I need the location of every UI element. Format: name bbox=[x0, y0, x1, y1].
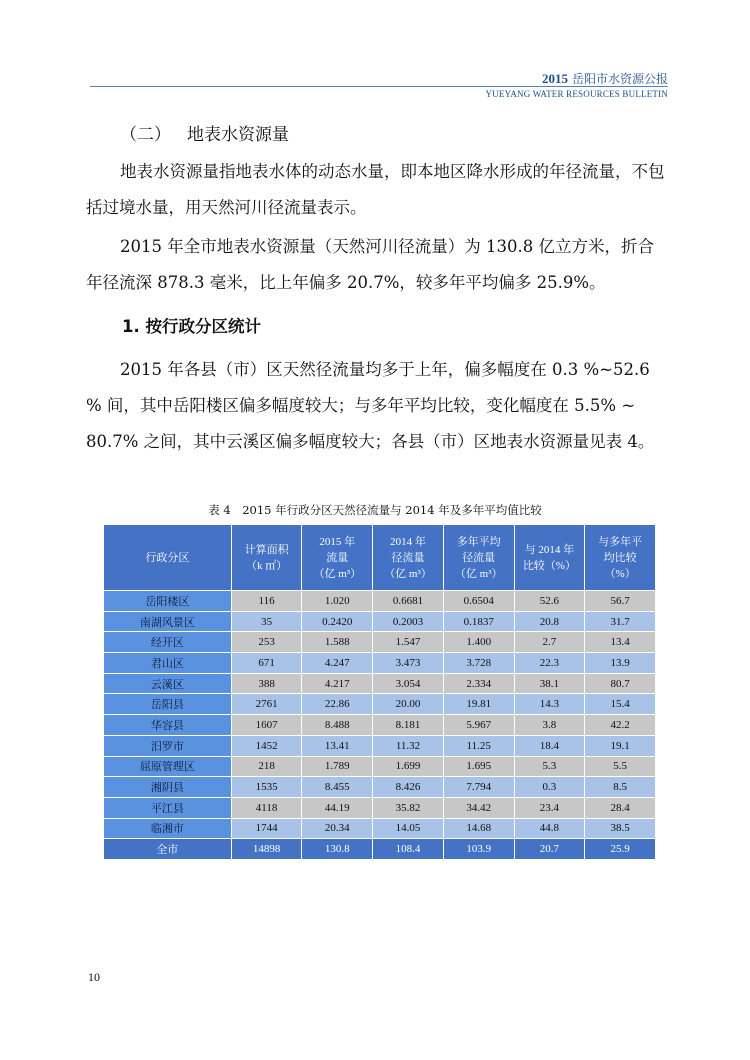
table-row bbox=[104, 735, 656, 756]
cell-compare-average: 28.4 bbox=[585, 797, 656, 818]
header-region: 行政分区 bbox=[104, 525, 232, 591]
cell-2015: 22.86 bbox=[302, 694, 373, 715]
cell-area: 4118 bbox=[231, 797, 302, 818]
cell-compare-average: 13.4 bbox=[585, 632, 656, 653]
header-2014 bbox=[373, 525, 444, 591]
cell-area: 1452 bbox=[231, 735, 302, 756]
cell-compare-2014: 0.3 bbox=[514, 777, 585, 798]
table-row bbox=[104, 611, 656, 632]
cell-area: 218 bbox=[231, 756, 302, 777]
cell-2014: 3.054 bbox=[373, 673, 444, 694]
header-line: 比较（%） bbox=[522, 559, 576, 572]
cell-area: 1535 bbox=[231, 777, 302, 798]
header-line: （亿 m³） bbox=[384, 567, 432, 580]
cell-2015: 1.588 bbox=[302, 632, 373, 653]
table-row bbox=[104, 715, 656, 736]
cell-compare-2014: 20.7 bbox=[514, 839, 585, 860]
cell-compare-2014: 14.3 bbox=[514, 694, 585, 715]
cell-region: 华容县 bbox=[104, 715, 232, 736]
cell-2015: 20.34 bbox=[302, 818, 373, 839]
header-year: 2015 bbox=[541, 71, 568, 86]
header-line: 与 2014 年 bbox=[524, 543, 575, 556]
cell-compare-2014: 20.8 bbox=[514, 611, 585, 632]
cell-region: 平江县 bbox=[104, 797, 232, 818]
section-heading bbox=[120, 120, 289, 145]
cell-compare-2014: 5.3 bbox=[514, 756, 585, 777]
cell-2014: 8.426 bbox=[373, 777, 444, 798]
header-2015 bbox=[302, 525, 373, 591]
cell-region: 经开区 bbox=[104, 632, 232, 653]
paragraph-definition bbox=[86, 154, 670, 226]
cell-2014: 0.6681 bbox=[373, 591, 444, 612]
header-area bbox=[231, 525, 302, 591]
cell-average: 2.334 bbox=[443, 673, 514, 694]
cell-2015: 130.8 bbox=[302, 839, 373, 860]
section-number: （二） bbox=[120, 125, 171, 145]
header-title-text: 岳阳市水资源公报 bbox=[571, 72, 668, 86]
table-row bbox=[104, 756, 656, 777]
cell-region: 君山区 bbox=[104, 653, 232, 674]
cell-region: 南湖风景区 bbox=[104, 611, 232, 632]
table-body bbox=[104, 591, 656, 860]
header-line: （亿 m³） bbox=[454, 567, 503, 580]
header-line: 流量 bbox=[326, 551, 349, 564]
cell-region: 临湘市 bbox=[104, 818, 232, 839]
paragraph-summary-text: 2015 年全市地表水资源量（天然河川径流量）为 130.8 亿立方米，折合年径流深 878.3 毫米，比上年偏多 20.7%，较多年平均偏多 25.9%。 bbox=[86, 237, 654, 292]
cell-average: 3.728 bbox=[443, 653, 514, 674]
cell-area: 1607 bbox=[231, 715, 302, 736]
cell-2015: 13.41 bbox=[302, 735, 373, 756]
cell-2015: 8.455 bbox=[302, 777, 373, 798]
cell-compare-2014: 38.1 bbox=[514, 673, 585, 694]
paragraph-county-stats-text: 2015 年各县（市）区天然径流量均多于上年，偏多幅度在 0.3 %~52.6 % 间，其中岳阳楼区偏多幅度较大；与多年平均比较，变化幅度在 5.5% ~ 80.7% 之间，其中云溪区偏多幅度较大；各县（市）区地表水资源量见表 4。 bbox=[86, 360, 655, 451]
table-header-row bbox=[104, 525, 656, 591]
cell-average: 34.42 bbox=[443, 797, 514, 818]
cell-compare-2014: 2.7 bbox=[514, 632, 585, 653]
table-row bbox=[104, 777, 656, 798]
cell-2014: 108.4 bbox=[373, 839, 444, 860]
cell-compare-2014: 22.3 bbox=[514, 653, 585, 674]
cell-area: 116 bbox=[231, 591, 302, 612]
header-line: 径流量 bbox=[391, 551, 425, 564]
header-divider bbox=[90, 86, 668, 87]
cell-compare-2014: 18.4 bbox=[514, 735, 585, 756]
cell-compare-2014: 44.8 bbox=[514, 818, 585, 839]
paragraph-summary bbox=[86, 229, 670, 301]
table-total-row bbox=[104, 839, 656, 860]
cell-average: 1.695 bbox=[443, 756, 514, 777]
cell-2015: 8.488 bbox=[302, 715, 373, 736]
cell-2014: 3.473 bbox=[373, 653, 444, 674]
cell-region: 屈原管理区 bbox=[104, 756, 232, 777]
cell-2014: 8.181 bbox=[373, 715, 444, 736]
cell-compare-average: 19.1 bbox=[585, 735, 656, 756]
header-average bbox=[443, 525, 514, 591]
sub-heading: 1. 按行政分区统计 bbox=[122, 317, 261, 336]
cell-average: 7.794 bbox=[443, 777, 514, 798]
cell-compare-average: 56.7 bbox=[585, 591, 656, 612]
table-row bbox=[104, 653, 656, 674]
cell-2015: 1.020 bbox=[302, 591, 373, 612]
cell-2014: 1.699 bbox=[373, 756, 444, 777]
cell-area: 14898 bbox=[231, 839, 302, 860]
cell-average: 14.68 bbox=[443, 818, 514, 839]
cell-2015: 1.789 bbox=[302, 756, 373, 777]
cell-area: 1744 bbox=[231, 818, 302, 839]
cell-region: 湘阴县 bbox=[104, 777, 232, 798]
header-line: 与多年平 bbox=[598, 535, 643, 548]
header-line: （%） bbox=[604, 567, 636, 580]
table-row bbox=[104, 632, 656, 653]
cell-compare-average: 5.5 bbox=[585, 756, 656, 777]
cell-2015: 4.247 bbox=[302, 653, 373, 674]
cell-2014: 35.82 bbox=[373, 797, 444, 818]
cell-region: 云溪区 bbox=[104, 673, 232, 694]
cell-compare-2014: 3.8 bbox=[514, 715, 585, 736]
paragraph-county-stats bbox=[86, 352, 670, 460]
cell-2014: 11.32 bbox=[373, 735, 444, 756]
header-line: 2014 年 bbox=[390, 535, 426, 548]
cell-2014: 20.00 bbox=[373, 694, 444, 715]
table-row bbox=[104, 694, 656, 715]
table-row bbox=[104, 818, 656, 839]
header-line: 径流量 bbox=[462, 551, 496, 564]
cell-region: 岳阳县 bbox=[104, 694, 232, 715]
cell-region: 汨罗市 bbox=[104, 735, 232, 756]
section-title: 地表水资源量 bbox=[187, 125, 289, 145]
header-line: 2015 年 bbox=[319, 535, 356, 548]
header-compare-average bbox=[585, 525, 656, 591]
cell-average: 1.400 bbox=[443, 632, 514, 653]
cell-area: 671 bbox=[231, 653, 302, 674]
paragraph-definition-text: 地表水资源量指地表水体的动态水量，即本地区降水形成的年径流量，不包括过境水量，用天然河川径流量表示。 bbox=[86, 162, 665, 217]
cell-compare-2014: 52.6 bbox=[514, 591, 585, 612]
table-row bbox=[104, 673, 656, 694]
cell-compare-average: 8.5 bbox=[585, 777, 656, 798]
cell-2015: 4.217 bbox=[302, 673, 373, 694]
table-caption: 表 4 2015 年行政分区天然径流量与 2014 年及多年平均值比较 bbox=[208, 503, 542, 517]
cell-compare-2014: 23.4 bbox=[514, 797, 585, 818]
cell-average: 0.6504 bbox=[443, 591, 514, 612]
cell-compare-average: 38.5 bbox=[585, 818, 656, 839]
table-row bbox=[104, 591, 656, 612]
header-compare-2014 bbox=[514, 525, 585, 591]
cell-2015: 0.2420 bbox=[302, 611, 373, 632]
page-number: 10 bbox=[88, 970, 100, 984]
cell-compare-average: 25.9 bbox=[585, 839, 656, 860]
cell-compare-average: 13.9 bbox=[585, 653, 656, 674]
cell-2014: 14.05 bbox=[373, 818, 444, 839]
header-subtitle: YUEYANG WATER RESOURCES BULLETIN bbox=[485, 89, 668, 99]
cell-average: 0.1837 bbox=[443, 611, 514, 632]
cell-average: 5.967 bbox=[443, 715, 514, 736]
header-line: （k ㎡） bbox=[245, 559, 288, 572]
header-line: （亿 m³） bbox=[313, 567, 362, 580]
cell-average: 103.9 bbox=[443, 839, 514, 860]
cell-region: 全市 bbox=[104, 839, 232, 860]
cell-region: 岳阳楼区 bbox=[104, 591, 232, 612]
cell-area: 2761 bbox=[231, 694, 302, 715]
table-row bbox=[104, 797, 656, 818]
cell-compare-average: 15.4 bbox=[585, 694, 656, 715]
cell-2015: 44.19 bbox=[302, 797, 373, 818]
cell-area: 35 bbox=[231, 611, 302, 632]
cell-compare-average: 80.7 bbox=[585, 673, 656, 694]
cell-area: 388 bbox=[231, 673, 302, 694]
cell-2014: 1.547 bbox=[373, 632, 444, 653]
header-line: 均比较 bbox=[603, 551, 637, 564]
header-title bbox=[542, 70, 668, 87]
cell-average: 11.25 bbox=[443, 735, 514, 756]
cell-average: 19.81 bbox=[443, 694, 514, 715]
header-line: 多年平均 bbox=[456, 535, 501, 548]
cell-compare-average: 42.2 bbox=[585, 715, 656, 736]
cell-compare-average: 31.7 bbox=[585, 611, 656, 632]
cell-2014: 0.2003 bbox=[373, 611, 444, 632]
runoff-table bbox=[103, 524, 656, 860]
cell-area: 253 bbox=[231, 632, 302, 653]
header-line: 计算面积 bbox=[244, 543, 289, 556]
